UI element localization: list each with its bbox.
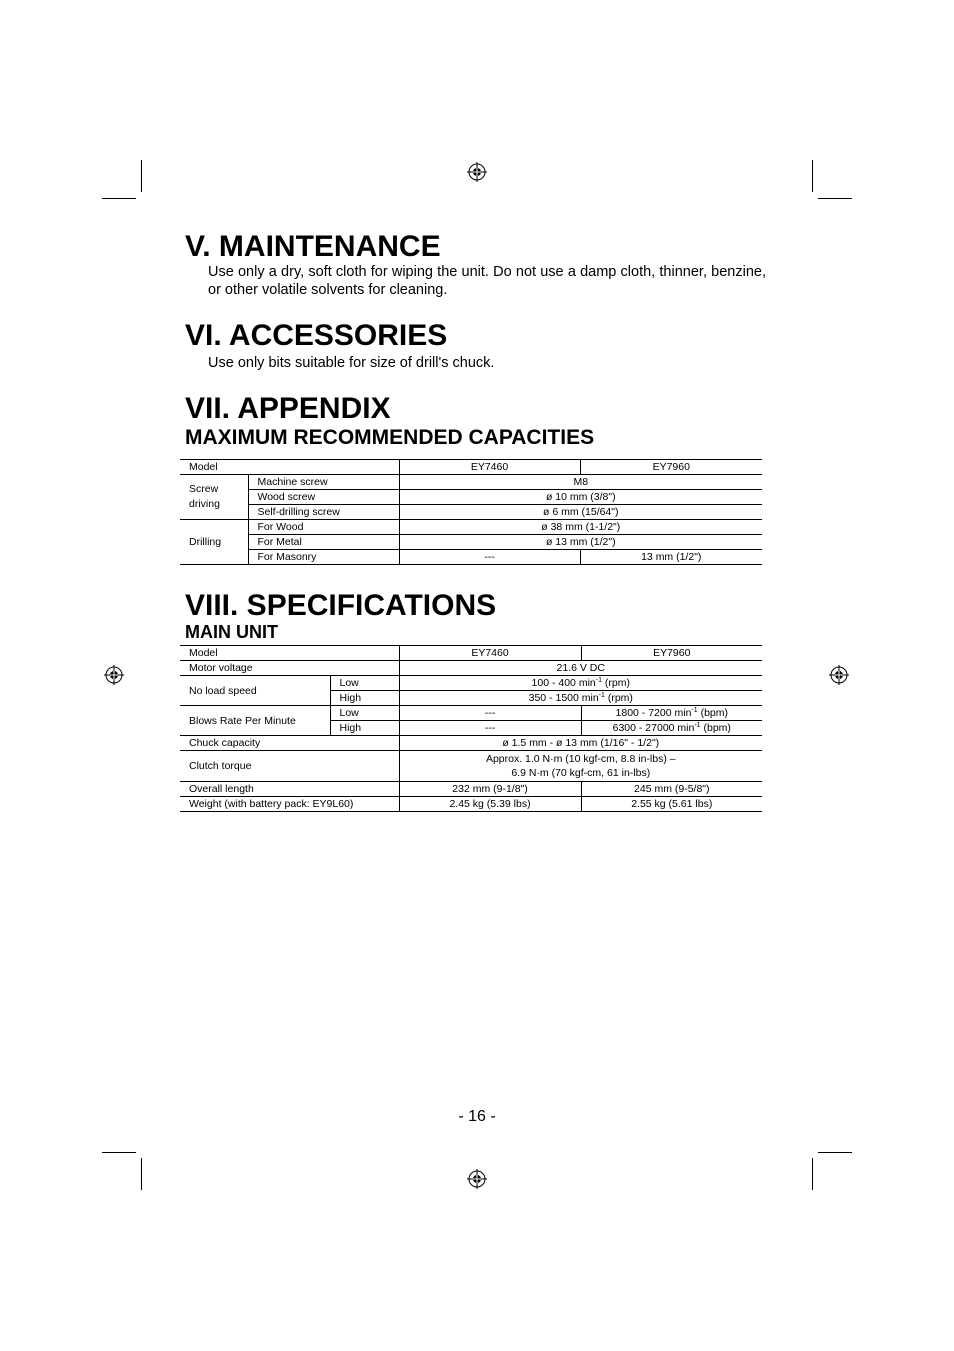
table-row [180, 736, 762, 751]
table-cell: 350 - 1500 $\min^{-1} (rpm)$ [399, 691, 762, 706]
table-header-label: Model [180, 460, 399, 475]
table-row-label: Weight (with battery pack: EY9L60) [180, 797, 399, 812]
table-sub-label: Low [330, 706, 399, 721]
registration-mark-icon [467, 162, 487, 182]
maintenance-heading: V. MAINTENANCE [185, 230, 441, 263]
crop-mark [818, 198, 852, 199]
table-row-label: Machine screw [248, 475, 399, 490]
table-cell: 232 mm (9-1/8") [399, 782, 581, 797]
table-cell: M8 [399, 475, 762, 490]
registration-mark-icon [829, 665, 849, 685]
table-row [180, 661, 762, 676]
table-row-label: Blows Rate Per Minute [180, 706, 330, 736]
table-row-label: For Masonry [248, 550, 399, 565]
table-cell: 2.45 kg (5.39 lbs) [399, 797, 581, 812]
capacities-table [180, 459, 762, 565]
table-cell: --- [399, 550, 580, 565]
table-cell: ø 13 mm (1/2") [399, 535, 762, 550]
table-row [180, 706, 762, 721]
table-row-label: Motor voltage [180, 661, 399, 676]
table-row [180, 676, 762, 691]
table-header-model: EY7460 [399, 460, 580, 475]
table-cell [399, 751, 762, 782]
table-cell: --- [399, 706, 581, 721]
table-row [180, 751, 762, 782]
table-row [180, 490, 762, 505]
clutch-torque-line: 6.9 N·m (70 kgf-cm, 61 in-lbs) [511, 767, 651, 779]
main-unit-subheading: MAIN UNIT [185, 622, 278, 642]
capacities-subheading: MAXIMUM RECOMMENDED CAPACITIES [185, 426, 595, 449]
table-cell: 1800 - 7200 $\min^{-1} (bpm)$ [581, 706, 762, 721]
table-row [180, 550, 762, 565]
table-header-model: EY7460 [399, 646, 581, 661]
table-row-label: No load speed [180, 676, 330, 706]
table-row-label: Clutch torque [180, 751, 399, 782]
table-cell: --- [399, 721, 581, 736]
table-row [180, 535, 762, 550]
table-row-label: For Wood [248, 520, 399, 535]
table-cell: 100 - 400 $\min^{-1} (rpm)$ [399, 676, 762, 691]
table-group-label: Drilling [180, 520, 248, 565]
appendix-heading: VII. APPENDIX [185, 392, 391, 425]
table-row [180, 520, 762, 535]
table-cell: 21.6 V DC [399, 661, 762, 676]
table-header-model: EY7960 [581, 646, 762, 661]
table-row [180, 797, 762, 812]
table-cell: 13 mm (1/2") [580, 550, 762, 565]
table-cell: ø 38 mm (1-1/2") [399, 520, 762, 535]
table-sub-label: High [330, 721, 399, 736]
crop-mark [141, 1158, 142, 1190]
table-sub-label: High [330, 691, 399, 706]
table-row-label: For Metal [248, 535, 399, 550]
page-number: - 16 - [458, 1108, 496, 1125]
table-cell: ø 6 mm (15/64") [399, 505, 762, 520]
table-header-label: Model [180, 646, 399, 661]
table-row [180, 646, 762, 661]
crop-mark [812, 1158, 813, 1190]
crop-mark [141, 160, 142, 192]
accessories-heading: VI. ACCESSORIES [185, 319, 448, 352]
registration-mark-icon [467, 1169, 487, 1189]
specifications-table [180, 645, 762, 812]
table-row-label: Chuck capacity [180, 736, 399, 751]
crop-mark [102, 1152, 136, 1153]
registration-mark-icon [104, 665, 124, 685]
table-cell: 2.55 kg (5.61 lbs) [581, 797, 762, 812]
accessories-text: Use only bits suitable for size of drill's chuck. [208, 355, 495, 371]
table-cell: ø 10 mm (3/8") [399, 490, 762, 505]
table-row [180, 505, 762, 520]
crop-mark [102, 198, 136, 199]
table-cell: ø 1.5 mm - ø 13 mm (1/16" - 1/2") [399, 736, 762, 751]
table-row-label: Overall length [180, 782, 399, 797]
crop-mark [812, 160, 813, 192]
table-row-label: Self-drilling screw [248, 505, 399, 520]
table-header-model: EY7960 [580, 460, 762, 475]
table-row [180, 475, 762, 490]
specifications-heading: VIII. SPECIFICATIONS [185, 589, 497, 622]
table-cell: 245 mm (9-5/8") [581, 782, 762, 797]
crop-mark [818, 1152, 852, 1153]
clutch-torque-line: Approx. 1.0 N·m (10 kgf-cm, 8.8 in-lbs) – [485, 753, 676, 765]
table-row [180, 782, 762, 797]
table-row [180, 460, 762, 475]
table-cell: 6300 - 27000 $\min^{-1} (bpm)$ [581, 721, 762, 736]
table-group-label: Screw driving [180, 475, 248, 520]
table-row-label: Wood screw [248, 490, 399, 505]
table-sub-label: Low [330, 676, 399, 691]
maintenance-text: Use only a dry, soft cloth for wiping the unit. Do not use a damp cloth, thinner, benzine, or other volatile solvents for cleaning. [208, 264, 766, 298]
